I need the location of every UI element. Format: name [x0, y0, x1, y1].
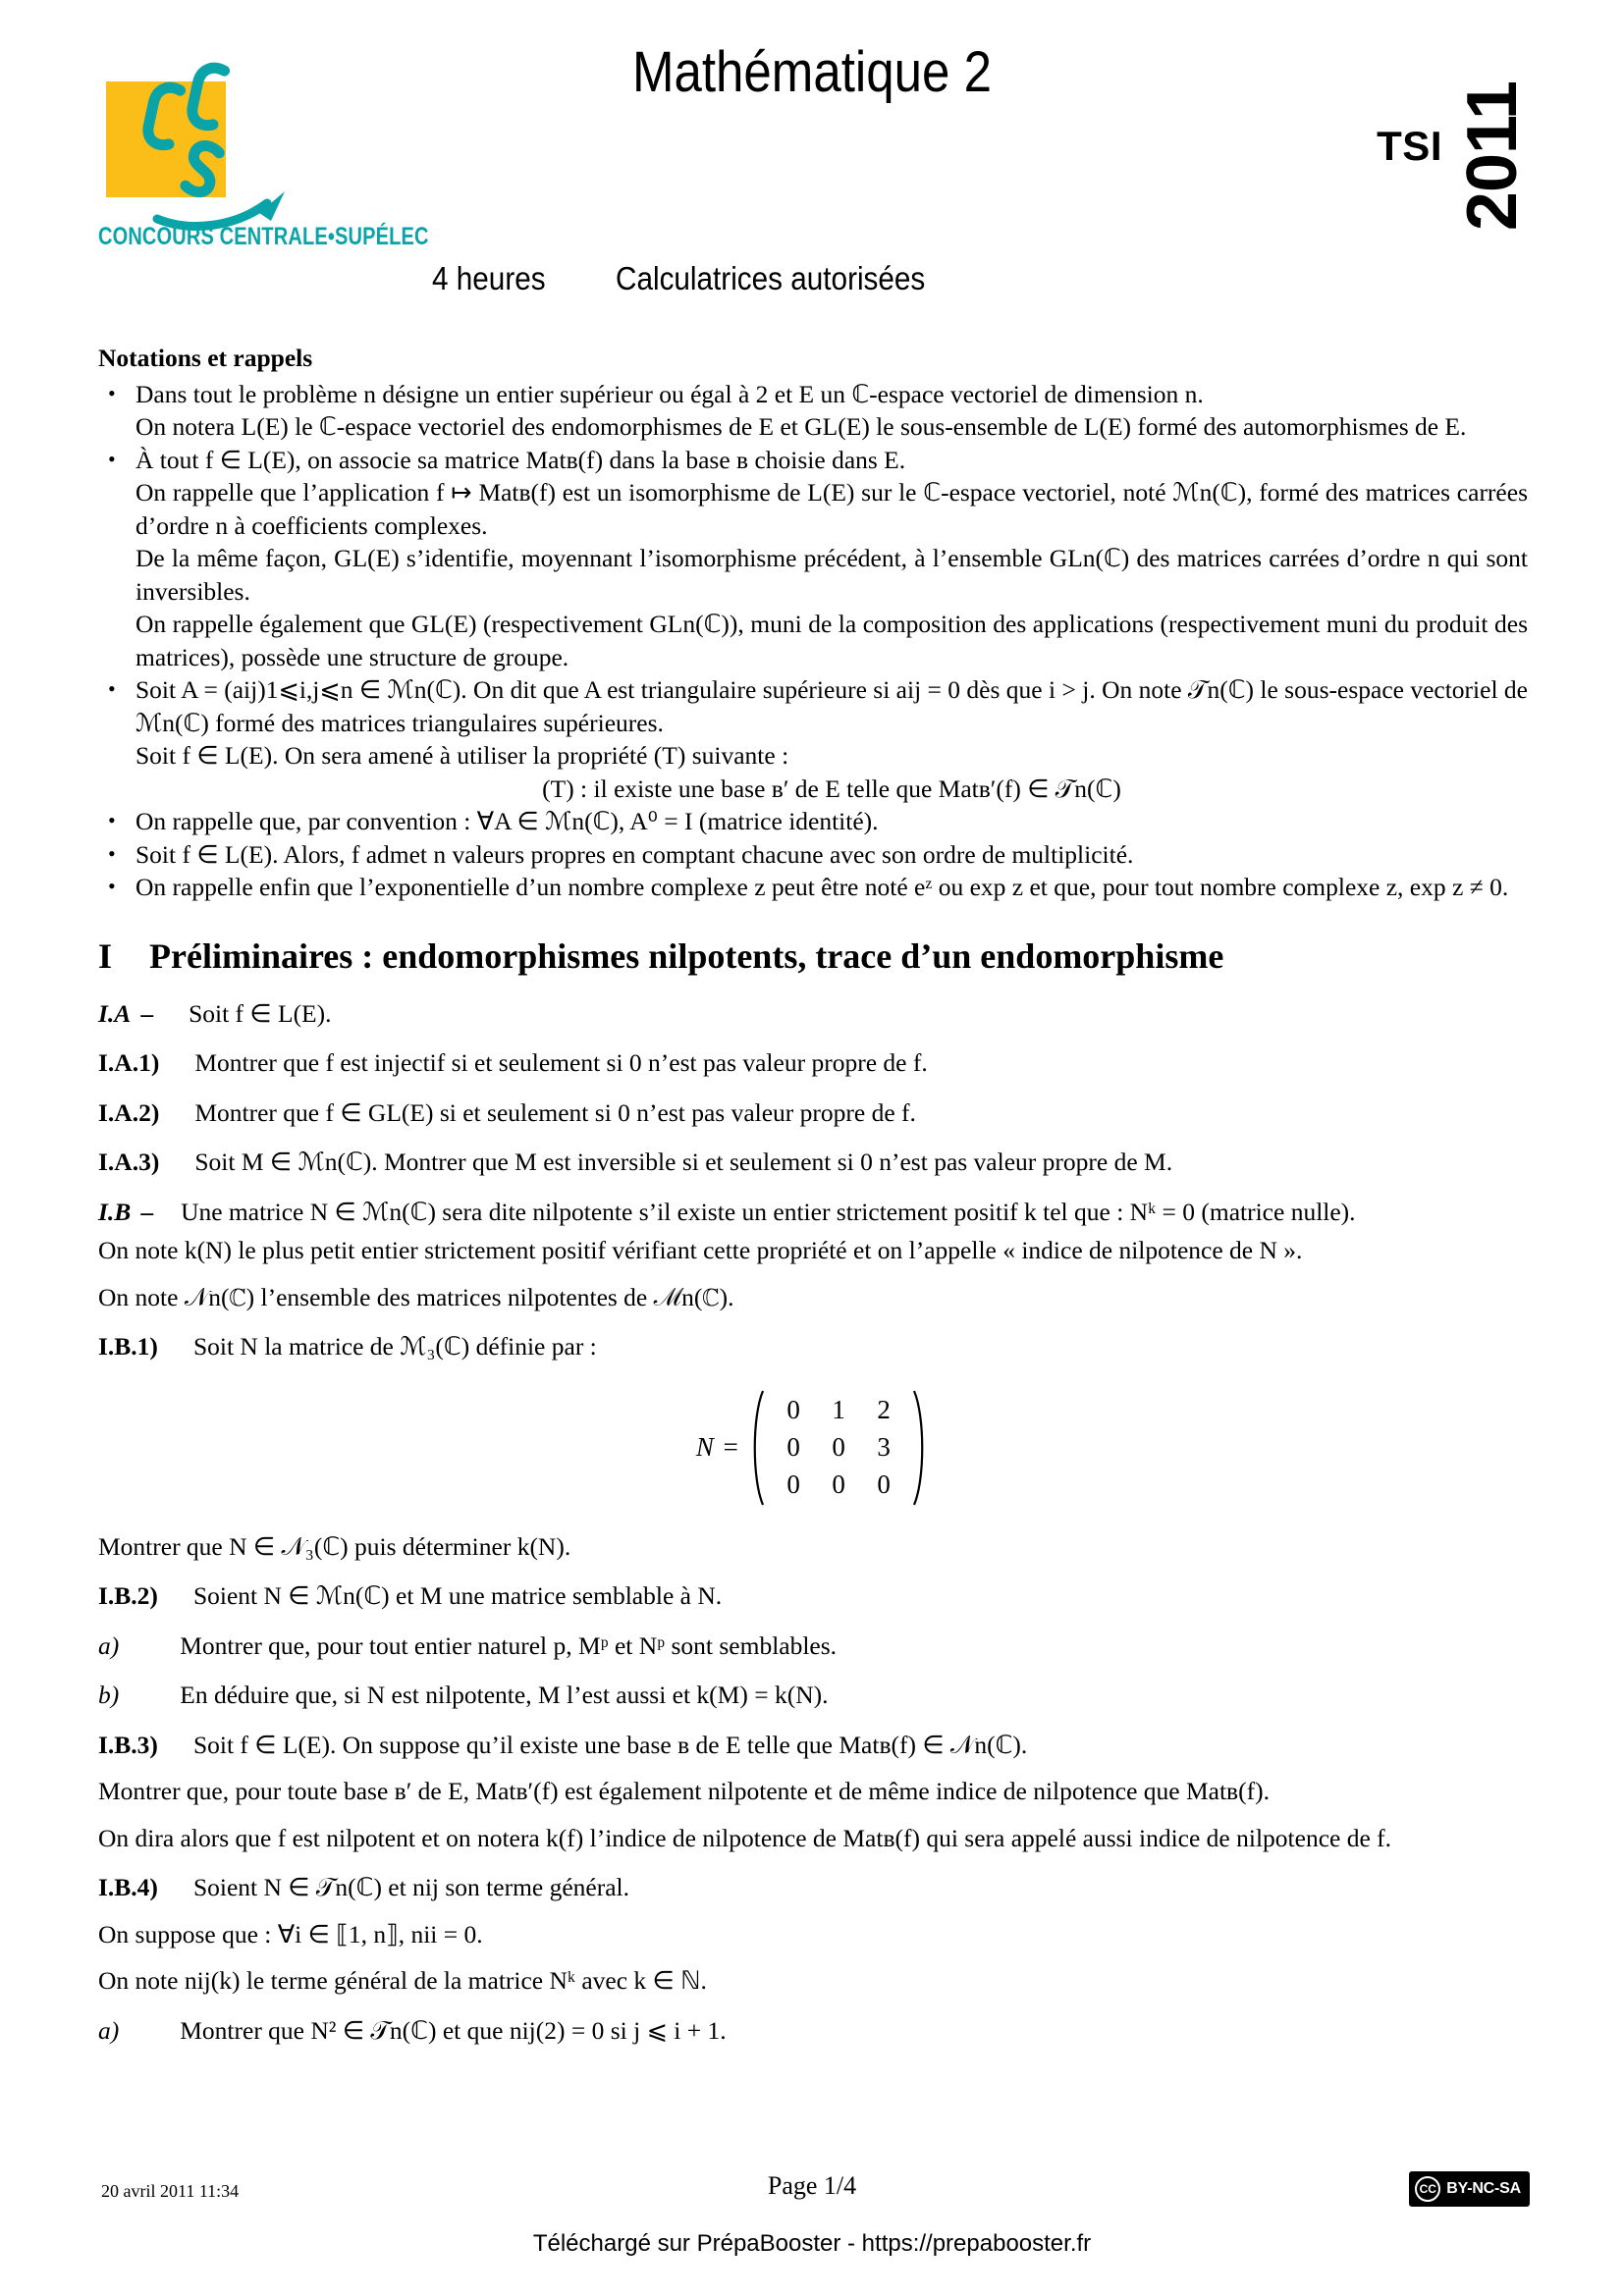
question-label: a) [98, 1630, 120, 1660]
question-I-B-2-a [98, 1629, 1528, 1663]
matrix-cell: 3 [877, 1431, 891, 1462]
list-item [98, 871, 1528, 904]
notation-line: Soit f ∈ L(E). On sera amené à utiliser la propriété (T) suivante : [135, 741, 789, 770]
question-text: Montrer que N² ∈ 𝒯n(ℂ) et que nij(2) = 0 si j ⩽ i + 1. [180, 2015, 727, 2045]
question-text: Une matrice N ∈ ℳn(ℂ) sera dite nilpotente s’il existe un entier strictement positif k tel que : Nᵏ = 0 (matrice nulle). [181, 1197, 1356, 1226]
question-text: En déduire que, si N est nilpotente, M l’est aussi et k(M) = k(N). [180, 1681, 829, 1709]
list-item [98, 838, 1528, 872]
list-item [98, 378, 1528, 444]
question-text: Soit M ∈ ℳn(ℂ). Montrer que M est inversible si et seulement si 0 n’est pas valeur propre de M. [194, 1148, 1173, 1176]
question-text: Soient N ∈ ℳn(ℂ) et M une matrice semblable à N. [192, 1581, 723, 1610]
document-body [98, 342, 1528, 2047]
question-label: I.B.3) [98, 1730, 158, 1759]
question-text: Soient N ∈ 𝒯n(ℂ) et nij son terme général. [192, 1873, 630, 1901]
question-I-B-1 [98, 1330, 1528, 1363]
matrix-equation [696, 1389, 930, 1507]
page-title [0, 39, 1624, 105]
paragraph-ib4-2: On note nij(k) le terme général de la matrice Nᵏ avec k ∈ ℕ. [98, 1966, 707, 1995]
question-label: I.A.3) [98, 1148, 160, 1176]
cc-logo-text: CC [1415, 2176, 1440, 2202]
paragraph-nilpotent-set: On note 𝒩n(ℂ) l’ensemble des matrices nilpotentes de ℳn(ℂ). [98, 1282, 734, 1311]
left-paren-icon [747, 1389, 765, 1507]
notation-line: • Soit f ∈ L(E). Alors, f admet n valeurs propres en comptant chacune avec son ordre de multiplicité. [135, 839, 1134, 869]
cc-logo-icon [1411, 2173, 1444, 2205]
creative-commons-badge [1409, 2171, 1530, 2207]
question-text: Soit f ∈ L(E). [189, 998, 332, 1028]
notation-line: • On rappelle que, par convention : ∀A ∈ ℳn(ℂ), A⁰ = I (matrice identité). [135, 807, 879, 835]
matrix-cell: 0 [877, 1468, 891, 1499]
question-I-B [98, 1196, 1528, 1229]
paragraph-ib3-2: On dira alors que f est nilpotent et on notera k(f) l’indice de nilpotence de Matʙ(f) qui sera appelé aussi indice de nilpotence de f. [98, 1823, 1392, 1852]
exam-duration-text: 4 heures [432, 260, 546, 296]
page-footer [0, 2154, 1624, 2296]
part-title: Préliminaires : endomorphismes nilpotents, trace d’un endomorphisme [149, 935, 1224, 976]
exam-meta-row [0, 260, 1624, 309]
question-I-B-3 [98, 1729, 1528, 1762]
paragraph-ib4-1: On suppose que : ∀i ∈ ⟦1, n⟧, nii = 0. [98, 1919, 483, 1949]
paragraph-after-matrix: Montrer que N ∈ 𝒩₃(ℂ) puis déterminer k(N). [98, 1531, 571, 1561]
question-dash: – [140, 1197, 154, 1226]
question-I-A-3 [98, 1146, 1528, 1179]
property-T-statement: (T) : il existe une base ʙ′ de E telle que Matʙ′(f) ∈ 𝒯n(ℂ) [542, 774, 1121, 803]
question-I-A-1 [98, 1046, 1528, 1080]
question-label: I.B.1) [98, 1332, 158, 1361]
footer-timestamp: 20 avril 2011 11:34 [101, 2181, 240, 2201]
matrix-cell: 0 [832, 1431, 845, 1462]
matrix-cell: 1 [832, 1394, 845, 1424]
question-I-B-2-b [98, 1679, 1528, 1712]
question-text: Montrer que f ∈ GL(E) si et seulement si 0 n’est pas valeur propre de f. [194, 1097, 916, 1127]
question-text: Soit N la matrice de ℳ₃(ℂ) définie par : [192, 1332, 597, 1361]
notation-line: • Soit A = (aij)1⩽i,j⩽n ∈ ℳn(ℂ). On dit que A est triangulaire supérieure si aij = 0 dès que i > j. On note 𝒯n(ℂ) le sous-espace vectoriel de ℳn(ℂ) formé des matrices triangulaires supérieures. [135, 675, 1528, 737]
list-item [98, 805, 1528, 838]
exam-year-block [1437, 10, 1614, 236]
exam-year-label: 2011 [1453, 80, 1533, 232]
paragraph-indice-nilpotence: On note k(N) le plus petit entier strictement positif vérifiant cette propriété et on l’appelle « indice de nilpotence de N ». [98, 1236, 1303, 1264]
notation-line: On rappelle que l’application f ↦ Matʙ(f) est un isomorphisme de L(E) sur le ℂ-espace vectoriel, noté ℳn(ℂ), formé des matrices carrées d’ordre n à coefficients complexes. [135, 478, 1528, 540]
question-I-A-2 [98, 1096, 1528, 1130]
exam-stream-label: TSI [1377, 123, 1442, 169]
question-label: I.B.4) [98, 1873, 158, 1901]
part-heading [98, 934, 1528, 980]
matrix-display [98, 1389, 1528, 1507]
matrix-cell: 0 [786, 1394, 800, 1424]
page-title-text: Mathématique 2 [631, 40, 992, 104]
logo-wordmark: CONCOURS CENTRALE•SUPÉLEC [98, 223, 429, 250]
question-I-B-2 [98, 1579, 1528, 1613]
question-label: I.B [98, 1197, 132, 1226]
question-label: I.A.1) [98, 1048, 160, 1077]
part-number: I [98, 935, 113, 976]
question-label: I.B.2) [98, 1581, 158, 1610]
cc-license-terms: BY-NC-SA [1444, 2173, 1528, 2205]
footer-page-number: Page 1/4 [767, 2171, 857, 2200]
right-paren-icon [912, 1389, 930, 1507]
notations-list [98, 378, 1528, 904]
question-I-B-4 [98, 1871, 1528, 1904]
question-label: I.A.2) [98, 1097, 160, 1127]
notation-line: On notera L(E) le ℂ-espace vectoriel des endomorphismes de E et GL(E) le sous-ensemble de L(E) formé des automorphismes de E. [135, 412, 1467, 441]
question-I-B-4-a [98, 2014, 1528, 2048]
matrix-cell: 2 [877, 1394, 891, 1424]
paragraph-ib3-1: Montrer que, pour toute base ʙ′ de E, Matʙ′(f) est également nilpotente et de même indice de nilpotence que Matʙ(f). [98, 1777, 1270, 1805]
page-header [0, 0, 1624, 324]
matrix-cell: 0 [786, 1468, 800, 1499]
question-label: I.A [98, 998, 132, 1028]
question-label: a) [98, 2015, 120, 2045]
question-label: b) [98, 1681, 120, 1709]
notation-line: • À tout f ∈ L(E), on associe sa matrice Matʙ(f) dans la base ʙ choisie dans E. [135, 445, 906, 474]
notation-line: De la même façon, GL(E) s’identifie, moyennant l’isomorphisme précédent, à l’ensemble GLn(ℂ) des matrices carrées d’ordre n qui sont inversibles. [135, 544, 1528, 606]
matrix-equals: = [721, 1431, 740, 1462]
notations-heading: Notations et rappels [98, 344, 313, 372]
question-text: Montrer que f est injectif si et seulement si 0 n’est pas valeur propre de f. [194, 1048, 928, 1077]
notation-line: • Dans tout le problème n désigne un entier supérieur ou égal à 2 et E un ℂ-espace vectoriel de dimension n. [135, 379, 1204, 408]
matrix-grid [765, 1390, 912, 1506]
question-text: Soit f ∈ L(E). On suppose qu’il existe une base ʙ de E telle que Matʙ(f) ∈ 𝒩n(ℂ). [192, 1730, 1028, 1759]
list-item [98, 673, 1528, 805]
notation-line: On rappelle également que GL(E) (respectivement GLn(ℂ)), muni de la composition des applications (respectivement muni du produit des matrices), possède une structure de groupe. [135, 610, 1528, 671]
footer-download-notice: Téléchargé sur PrépaBooster - https://prepabooster.fr [532, 2230, 1092, 2257]
matrix-cell: 0 [786, 1431, 800, 1462]
question-dash: – [140, 998, 154, 1028]
exam-calculators [616, 260, 959, 297]
list-item [98, 444, 1528, 674]
question-I-A [98, 997, 1528, 1031]
matrix-name: N [695, 1431, 714, 1462]
exam-duration [432, 260, 558, 297]
exam-calculators-text: Calculatrices autorisées [616, 260, 926, 296]
question-text: Montrer que, pour tout entier naturel p, Mᵖ et Nᵖ sont semblables. [180, 1630, 838, 1660]
notation-line: • On rappelle enfin que l’exponentielle d’un nombre complexe z peut être noté eᶻ ou exp z et que, pour tout nombre complexe z, exp z ≠ 0. [135, 873, 1509, 901]
matrix-cell: 0 [832, 1468, 845, 1499]
